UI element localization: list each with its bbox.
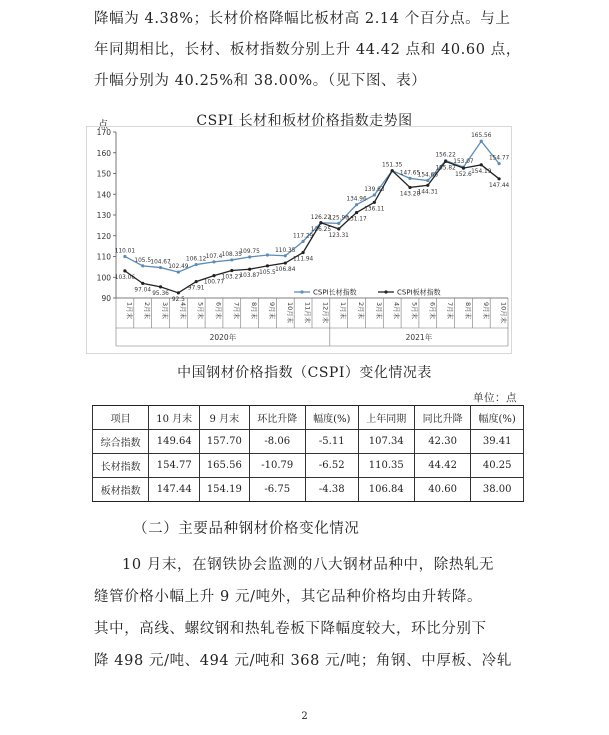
plate-products-data-label: 136.11 [364, 206, 385, 213]
plate-products-data-label: 154.19 [471, 168, 492, 175]
legend-marker [300, 290, 303, 293]
table-cell: 106.84 [358, 478, 414, 502]
x-tick-label: 6月末 [428, 302, 437, 320]
long-products-line [125, 141, 499, 272]
plate-products-point [195, 280, 198, 283]
plate-products-data-label: 97.04 [134, 287, 152, 294]
header-cell: 9 月末 [200, 406, 249, 430]
long-products-point [248, 255, 251, 258]
plate-products-point [462, 167, 465, 170]
chart-y-unit: 点 [98, 120, 108, 131]
plate-products-data-label: 111.94 [292, 256, 314, 263]
y-tick-label: 160 [96, 148, 111, 158]
body-line-3: 其中，高线、螺纹钢和热轧卷板下降幅度较大，环比分别下 [94, 621, 487, 637]
plate-products-point [284, 261, 287, 264]
long-products-point [266, 253, 269, 256]
plate-products-point [301, 251, 304, 254]
header-cell: 同比升降 [414, 406, 470, 430]
long-products-point [177, 270, 180, 273]
long-products-point [373, 193, 376, 196]
long-products-data-label: 139.63 [364, 187, 385, 194]
long-products-point [195, 263, 198, 266]
x-tick-label: 5月末 [196, 302, 205, 320]
long-products-point [141, 264, 144, 267]
header-cell: 上年同期 [358, 406, 414, 430]
x-tick-label: 2月末 [357, 302, 366, 320]
x-tick-label: 3月末 [161, 302, 170, 320]
y-tick-label: 100 [96, 273, 111, 283]
long-products-point [480, 140, 483, 143]
table-cell: 板材指数 [93, 478, 149, 502]
plate-products-point [159, 285, 162, 288]
long-products-data-label: 134.96 [346, 196, 367, 203]
long-products-data-label: 106.12 [186, 256, 207, 263]
long-products-data-label: 125.96 [328, 215, 349, 222]
plate-products-data-label: 143.28 [399, 191, 421, 198]
long-products-data-label: 109.75 [239, 249, 260, 256]
page-number: 2 [301, 711, 308, 722]
table-cell: -10.79 [249, 454, 305, 478]
plate-products-point [355, 211, 358, 214]
plate-products-data-label: 152.6 [455, 172, 472, 179]
body-paragraph [94, 549, 524, 677]
long-products-point [497, 162, 500, 165]
body-line-4: 降 498 元/吨、494 元/吨和 368 元/吨；角钢、中厚板、冷轧 [94, 653, 512, 669]
table-cell: 154.19 [200, 478, 249, 502]
plate-products-point [123, 269, 126, 272]
plate-products-point [337, 227, 340, 230]
long-products-point [284, 254, 287, 257]
table-cell: -8.06 [249, 430, 305, 454]
plate-products-point [266, 264, 269, 267]
table-cell: 39.41 [471, 430, 524, 454]
x-tick-label: 4月末 [392, 302, 401, 320]
plate-products-point [230, 269, 233, 272]
x-tick-label: 3月末 [374, 302, 383, 320]
plate-products-point [212, 274, 215, 277]
long-products-point [408, 177, 411, 180]
long-products-data-label: 147.65 [399, 170, 421, 177]
x-tick-label: 5月末 [410, 302, 419, 320]
plate-products-data-label: 95.36 [152, 290, 169, 297]
x-tick-label: 2月末 [143, 302, 152, 320]
intro-line-2: 年同期相比，长材、板材指数分别上升 44.42 点和 40.60 点， [94, 42, 521, 58]
x-tick-label: 7月末 [446, 302, 455, 320]
plate-products-data-label: 103.06 [114, 274, 136, 281]
long-products-data-label: 154.66 [417, 172, 438, 179]
long-products-data-label: 104.67 [150, 259, 171, 266]
legend-label: CSPI长材指数 [313, 288, 357, 297]
plate-products-data-label: 155.82 [435, 165, 456, 172]
x-tick-label: 1月末 [339, 302, 348, 320]
header-cell: 项目 [93, 406, 149, 430]
x-tick-label: 6月末 [214, 302, 223, 320]
long-products-data-label: 165.56 [471, 133, 492, 140]
plate-products-point [426, 184, 429, 187]
plate-products-point [391, 169, 394, 172]
long-products-data-label: 117.29 [292, 233, 314, 240]
plate-products-point [480, 163, 483, 166]
long-products-point [301, 240, 304, 243]
chart-title: CSPI 长材和板材价格指数走势图 [196, 113, 413, 129]
plate-products-data-label: 103.27 [221, 274, 242, 281]
plate-products-data-label: 123.31 [328, 232, 349, 239]
intro-paragraph [94, 4, 524, 97]
table-cell: 综合指数 [93, 430, 149, 454]
table-cell: 147.44 [149, 478, 200, 502]
plate-products-point [373, 201, 376, 204]
long-products-data-label: 110.01 [114, 248, 136, 255]
year-label: 2021年 [405, 333, 433, 342]
plate-products-data-label: 92.5 [171, 296, 185, 303]
long-products-data-label: 107.4 [205, 253, 223, 260]
long-products-point [123, 255, 126, 258]
intro-line-1: 降幅为 4.38%；长材价格降幅比板材高 2.14 个百分点。与上 [94, 11, 511, 27]
long-products-data-label: 153.07 [453, 159, 474, 166]
table-header-row [93, 406, 524, 430]
long-products-data-label: 108.35 [221, 251, 242, 258]
table-cell: 107.34 [358, 430, 414, 454]
intro-line-3: 升幅分别为 40.25%和 38.00%。（见下图、表） [94, 73, 427, 89]
table-title: 中国钢材价格指数（CSPI）变化情况表 [177, 365, 432, 381]
table-cell: 38.00 [471, 478, 524, 502]
plate-products-data-label: 144.31 [417, 189, 438, 196]
plate-products-point [248, 268, 251, 271]
y-tick-label: 90 [101, 294, 111, 303]
x-tick-label: 8月末 [463, 302, 472, 320]
long-products-data-label: 126.22 [310, 214, 332, 221]
y-tick-label: 110 [96, 252, 111, 262]
legend-marker [384, 290, 387, 293]
long-products-point [212, 260, 215, 263]
plate-products-point [444, 160, 447, 163]
table-cell: -5.11 [305, 430, 358, 454]
year-label: 2020年 [209, 333, 237, 342]
plate-products-data-label: 97.91 [187, 285, 205, 292]
long-products-point [159, 266, 162, 269]
x-tick-label: 4月末 [178, 302, 187, 320]
body-line-1: 10 月末，在钢铁协会监测的八大钢材品种中，除热轧无 [122, 557, 495, 573]
plate-products-data-label: 105.5 [259, 269, 276, 276]
plate-products-point [497, 177, 500, 180]
cspi-line-chart [86, 126, 512, 354]
plate-products-point [319, 221, 322, 224]
plate-products-data-label: 147.44 [488, 182, 510, 189]
y-tick-label: 120 [96, 231, 111, 241]
header-cell: 环比升降 [249, 406, 305, 430]
table-row [93, 478, 524, 502]
x-tick-label: 9月末 [481, 302, 490, 320]
table-unit: 单位：点 [473, 392, 517, 404]
x-tick-label: 7月末 [232, 302, 241, 320]
header-cell: 幅度(%) [305, 406, 358, 430]
long-products-data-label: 105.5 [134, 257, 152, 264]
table-cell: 165.56 [200, 454, 249, 478]
table-cell: -6.52 [305, 454, 358, 478]
table-cell: 154.77 [149, 454, 200, 478]
header-cell: 10 月末 [149, 406, 200, 430]
x-tick-label: 10月末 [285, 302, 294, 324]
x-tick-label: 1月末 [125, 302, 134, 320]
long-products-data-label: 154.77 [488, 155, 510, 162]
table-cell: 40.60 [414, 478, 470, 502]
table-row [93, 454, 524, 478]
long-products-point [426, 179, 429, 182]
long-products-data-label: 151.35 [382, 162, 403, 169]
section-heading: （二）主要品种钢材价格变化情况 [133, 521, 360, 537]
table-cell: 长材指数 [93, 454, 149, 478]
table-row [93, 430, 524, 454]
y-tick-label: 150 [96, 169, 111, 179]
table-cell: -4.38 [305, 478, 358, 502]
x-tick-label: 11月末 [303, 302, 312, 324]
plate-products-data-label: 126.25 [310, 226, 332, 233]
long-products-point [230, 258, 233, 261]
table-cell: 110.35 [358, 454, 414, 478]
y-tick-label: 170 [96, 128, 111, 137]
legend-label: CSPI板材指数 [397, 288, 441, 297]
y-tick-label: 140 [96, 190, 111, 200]
long-products-data-label: 156.22 [435, 152, 456, 159]
x-tick-label: 9月末 [267, 302, 276, 320]
plate-products-data-label: 131.17 [346, 216, 367, 223]
y-tick-label: 130 [96, 211, 111, 220]
x-tick-label: 10月末 [499, 302, 508, 324]
body-line-2: 缝管价格小幅上升 9 元/吨外，其它品种价格均由升转降。 [94, 589, 483, 605]
table-cell: 42.30 [414, 430, 470, 454]
table-cell: 157.70 [200, 430, 249, 454]
plate-products-data-label: 103.87 [239, 273, 260, 280]
table-cell: 44.42 [414, 454, 470, 478]
x-tick-label: 12月末 [321, 302, 330, 324]
cspi-change-table [92, 405, 524, 502]
plate-products-data-label: 100.77 [203, 279, 225, 286]
table-cell: 40.25 [471, 454, 524, 478]
table-cell: -6.75 [249, 478, 305, 502]
header-cell: 幅度(%) [471, 406, 524, 430]
chart-frame [87, 127, 512, 354]
long-products-data-label: 110.35 [275, 247, 296, 254]
plate-products-data-label: 106.84 [275, 267, 296, 274]
plate-products-point [408, 186, 411, 189]
long-products-data-label: 102.49 [168, 264, 189, 271]
plate-products-point [141, 282, 144, 285]
long-products-point [337, 222, 340, 225]
table-cell: 149.64 [149, 430, 200, 454]
x-tick-label: 8月末 [250, 302, 259, 320]
long-products-point [355, 203, 358, 206]
plate-products-point [177, 291, 180, 294]
